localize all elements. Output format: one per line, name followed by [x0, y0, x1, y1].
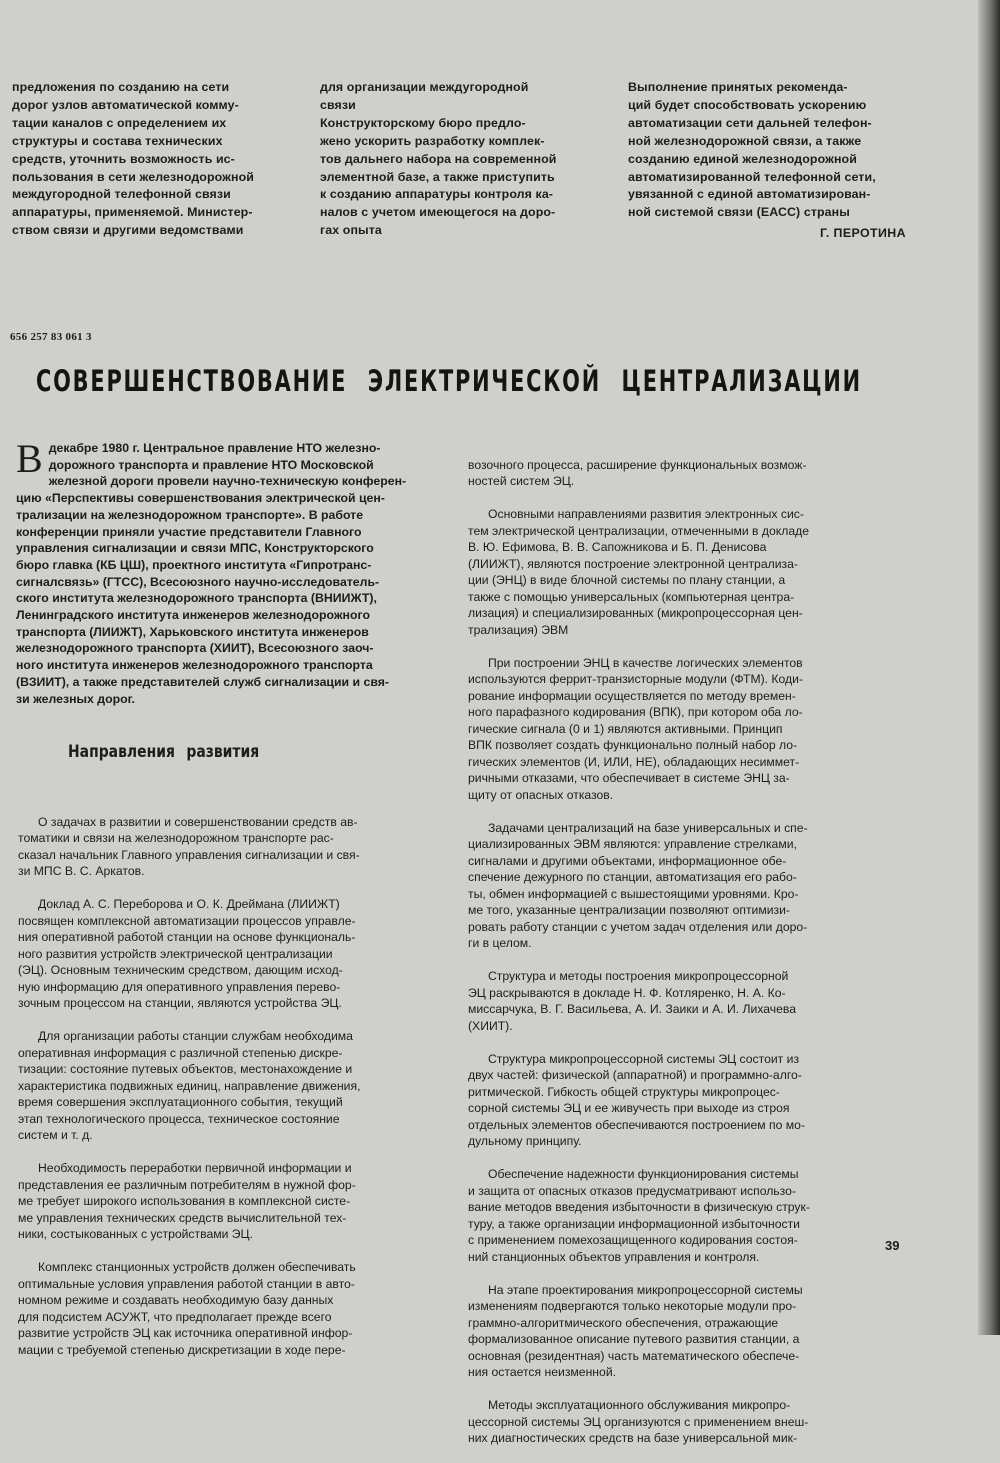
- udk-code: 656 257 83 061 3: [10, 331, 92, 343]
- top-column-3: Выполнение принятых рекоменда- ций будет способствовать ускорению автоматизации сети дальней телефон- ной железнодорожной связи, а также созданию единой железнодорожной автоматизированной телефонной сети, увязанной с единой автоматизирован- ной системой связи (ЕАСС) страны: [628, 80, 876, 220]
- body-paragraph: Комплекс станционных устройств должен обеспечивать оптимальные условия управления работой станции в авто- номном режиме и создавать необходимую базу данных для подсистем АСУЖТ, что предполагает прежде всего развитие устройств ЭЦ как источника оперативной инфор- мации с требуемой степенью дискретизации в ходе пере-: [18, 1260, 356, 1357]
- body-paragraph: Обеспечение надежности функционирования системы и защита от опасных отказов предусматривают использо- вание методов введения избыточности в физическую струк- туру, а также организации информационной избыточности с применением помехозащищенного кодирования состоя- ний станционных объектов управления и контроля.: [468, 1167, 810, 1264]
- body-paragraph: Структура микропроцессорной системы ЭЦ состоит из двух частей: физической (аппаратной) и программно-алго- ритмической. Гибкость общей структуры микропроцес- сорной системы ЭЦ и ее живучесть при выходе из строя отдельных элементов обеспечиваются построением по мо- дульному принципу.: [468, 1051, 805, 1148]
- right-body-column: [468, 440, 910, 1463]
- page-binding-edge: [978, 0, 1000, 1335]
- left-body-column: [18, 797, 453, 1375]
- body-paragraph: возочного процесса, расширение функциональных возмож- ностей систем ЭЦ.: [468, 457, 807, 488]
- author-signature: Г. ПЕРОТИНА: [819, 226, 906, 240]
- body-paragraph: При построении ЭНЦ в качестве логических элементов используются феррит-транзисторные модули (ФТМ). Коди- рование информации осуществляется по методу времен- ного парафазного кодирования (ВПК), при котором оба ло- гические сигнала (0 и 1) являются активными. Принцип ВПК позволяет создать функционально полный набор ло- гических элементов (И, ИЛИ, НЕ), обладающих несиммет- ричными отказами, что обеспечивает в системе ЭНЦ за- щиту от опасных отказов.: [468, 655, 804, 802]
- article-lead: [16, 436, 453, 707]
- body-paragraph: О задачах в развитии и совершенствовании средств ав- томатики и связи на железнодорожном транспорте рас- сказал начальник Главного управления сигнализации и свя- зи МПС В. С. Аркатов.: [18, 814, 360, 878]
- body-paragraph: Задачами централизаций на базе универсальных и спе- циализированных ЭВМ являются: управление стрелками, сигналами и другими объектами, информационное обе- спечение дежурного по станции, автоматизация его рабо- ты, обмен информацией с вышестоящими уровнями. Кро- ме того, указанные централизации позволяют оптимизи- ровать работу станции с учетом задач отделения или доро- ги в целом.: [468, 820, 808, 950]
- body-paragraph: Методы эксплуатационного обслуживания микропро- цессорной системы ЭЦ организуются с применением внеш- них диагностических средств на базе универсальной мик-: [468, 1398, 809, 1445]
- body-paragraph: Основными направлениями развития электронных сис- тем электрической централизации, отмеченными в докладе В. Ю. Ефимова, В. В. Сапожникова и Б. П. Денисова (ЛИИЖТ), являются построение электронной централиза- ции (ЭНЦ) в виде блочной системы по плану станции, а также с помощью универсальных (компьютерная центра- лизация) и специализированных (микропроцессорная цен- трализация) ЭВМ: [468, 507, 810, 637]
- body-paragraph: Структура и методы построения микропроцессорной ЭЦ раскрываются в докладе Н. Ф. Котляренко, Н. А. Ко- миссарчука, В. Г. Васильева, А. И. Заики и А. И. Лихачева (ХИИТ).: [468, 969, 797, 1033]
- top-column-1: предложения по созданию на сети дорог узлов автоматической комму- тации каналов с определением их структуры и состава технических средств, уточнить возможность ис- пользования в сети железнодорожной междугородной телефонной связи аппаратуры, применяемой. Министер- ством связи и другими ведомствами: [12, 80, 254, 238]
- body-paragraph: Доклад А. С. Переборова и О. К. Дреймана (ЛИИЖТ) посвящен комплексной автоматизации процессов управле- ния оперативной работой станции на основе функциональ- ного развития устройств электрической централизации (ЭЦ). Основным техническим средством, дающим исход- ную информацию для оперативного управления перево- зочным процессом на станции, являются устройства ЭЦ.: [18, 897, 356, 1010]
- body-paragraph: Необходимость переработки первичной информации и представления ее различным потребителям в нужной фор- ме требует широкого использования в комплексной систе- ме управления технических средств вычислительной тех- ники, состыкованных с устройствами ЭЦ.: [18, 1161, 356, 1241]
- top-column-2: для организации междугородной связи Конструкторскому бюро предло- жено ускорить разработку комплек- тов дальнего набора на современной элементной базе, а также приступить к созданию аппаратуры контроля ка- налов с учетом имеющегося на доро- гах опыта: [320, 80, 557, 238]
- article-title: СОВЕРШЕНСТВОВАНИЕ ЭЛЕКТРИЧЕСКОЙ ЦЕНТРАЛИЗАЦИИ: [36, 364, 862, 398]
- drop-cap: В: [16, 436, 43, 481]
- body-paragraph: На этапе проектирования микропроцессорной системы изменениям подвергаются только некоторые модули про- граммно-алгоритмического обеспечения, отражающие формализованное описание путевого развития станции, а основная (резидентная) часть математического обеспече- ния остается неизменной.: [468, 1282, 803, 1379]
- section-heading: Направления развития: [68, 742, 260, 762]
- lead-text: декабре 1980 г. Центральное правление НТО железно- дорожного транспорта и правление НТО Московской железной дороги провели научно-техническую конферен- цию «Перспективы совершенствования электрической цен- трализации на железнодорожном транспорте». В работе конференции приняли участие представители Главного управления сигнализации и связи МПС, Конструкторского бюро главка (КБ ЦШ), проектного института «Гипротранс- сигналсвязь» (ГТСС), Всесоюзного научно-исследователь- ского института железнодорожного транспорта (ВНИИЖТ), Ленинградского института инженеров железнодорожного транспорта (ЛИИЖТ), Харьковского института инженеров железнодорожного транспорта (ХИИТ), Всесоюзного заоч- ного института инженеров железнодорожного транспорта (ВЗИИТ), а также представителей служб сигнализации и свя- зи железных дорог.: [16, 441, 407, 706]
- page-number: 39: [885, 1238, 900, 1253]
- body-paragraph: Для организации работы станции службам необходима оперативная информация с различной степенью дискре- тизации: состояние путевых объектов, местонахождение и характеристика подвижных единиц, направление движения, время совершения эксплуатационного события, текущий этап технологического процесса, техническое состояние систем и т. д.: [18, 1029, 361, 1142]
